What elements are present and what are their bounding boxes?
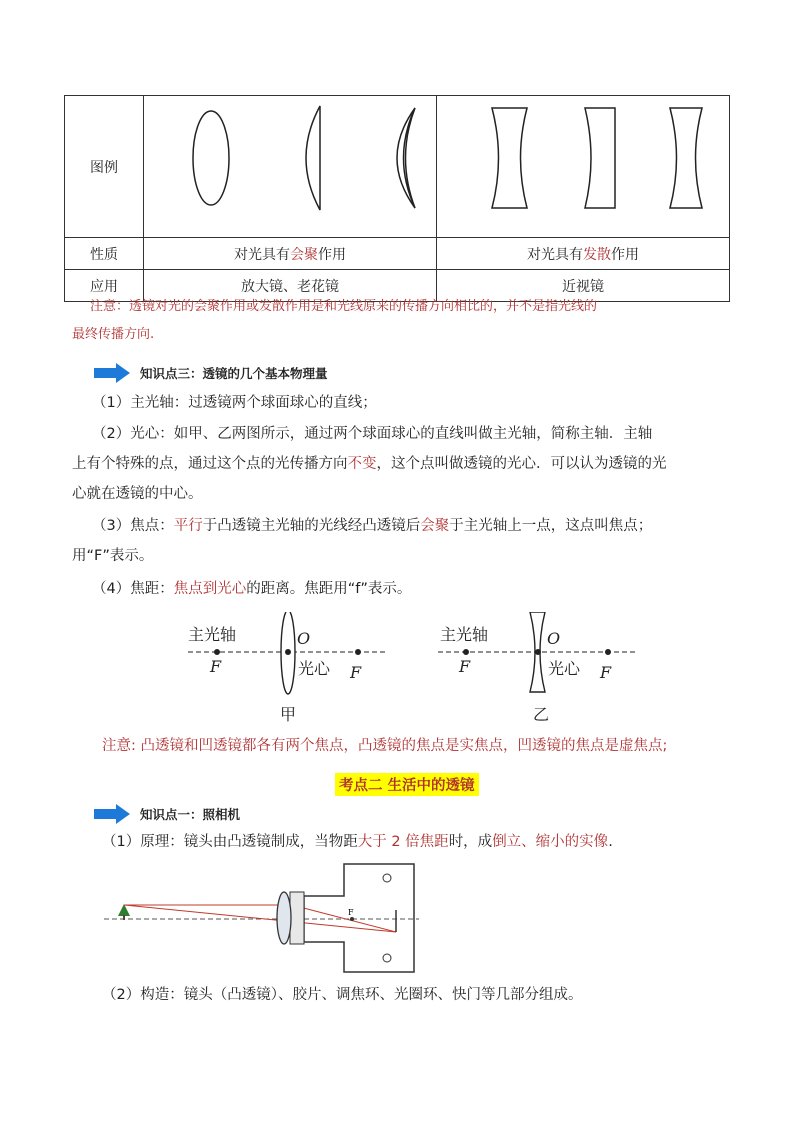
svg-text:F: F: [350, 663, 362, 682]
row-label-property: 性质: [65, 238, 144, 270]
svg-text:主光轴: 主光轴: [440, 625, 489, 644]
svg-text:O: O: [297, 629, 311, 648]
svg-text:F: F: [600, 663, 612, 682]
item-focus-line2: 用“F”表示。: [72, 548, 154, 564]
lens-diagrams: [180, 612, 650, 727]
focus-dot: [355, 649, 361, 655]
camera-body: [304, 864, 414, 972]
biconcave-lens-icon: [492, 108, 527, 208]
svg-text:光心: 光心: [548, 659, 581, 678]
note-line-1: 注意：透镜对光的会聚作用或发散作用是和光线原来的传播方向相比的，并不是指光线的: [90, 299, 598, 314]
focus-dot: [214, 649, 220, 655]
item-center-line3: 心就在透镜的中心。: [72, 486, 203, 502]
convex-application: 放大镜、老花镜: [144, 270, 437, 302]
concave-lenses-cell: [437, 96, 730, 238]
note-focus-types: 注意: 凸透镜和凹透镜都各有两个焦点，凸透镜的焦点是实焦点，凹透镜的焦点是虚焦点;: [102, 738, 668, 754]
camera-diagram: [104, 862, 424, 977]
item-focal-length: （4）焦距：焦点到光心的距离。焦距用“f”表示。: [92, 581, 412, 597]
svg-text:F: F: [210, 657, 222, 676]
concave-application: 近视镜: [437, 270, 730, 302]
lens-table: [64, 95, 730, 302]
svg-text:光心: 光心: [298, 659, 331, 678]
svg-text:F: F: [459, 657, 471, 676]
focus-dot: [463, 649, 469, 655]
camera-principle: （1）原理：镜头由凸透镜制成，当物距大于 2 倍焦距时，成倒立、缩小的实像.: [102, 834, 613, 850]
focus-dot: [605, 649, 611, 655]
kp3-header: [92, 361, 328, 385]
optical-center-dot: [535, 649, 541, 655]
item-focus-line1: （3）焦点：平行于凸透镜主光轴的光线经凸透镜后会聚于主光轴上一点，这点叫焦点；: [92, 518, 653, 534]
svg-text:乙: 乙: [533, 705, 550, 724]
row-label-application: 应用: [65, 270, 144, 302]
convex-lens-shapes: [144, 96, 436, 233]
arrow-icon: [92, 362, 132, 384]
convex-property: 对光具有会聚作用: [144, 238, 437, 270]
row-label-legend: 图例: [65, 96, 144, 238]
svg-text:主光轴: 主光轴: [188, 625, 237, 644]
section-heading: 考点二 生活中的透镜: [335, 773, 479, 796]
camera-structure: （2）构造：镜头（凸透镜）、胶片、调焦环、光圈环、快门等几部分组成。: [102, 987, 583, 1003]
camera-lens-icon: [277, 892, 291, 944]
item-axis: （1）主光轴：过透镜两个球面球心的直线；: [92, 395, 377, 411]
note-line-2: 最终传播方向.: [72, 327, 155, 342]
item-center-line2: 上有个特殊的点，通过这个点的光传播方向不变，这个点叫做透镜的光心．可以认为透镜的光: [72, 456, 667, 472]
concave-property: 对光具有发散作用: [437, 238, 730, 270]
kp1-header: [92, 802, 240, 826]
svg-text:F: F: [348, 908, 354, 917]
plano-concave-lens-icon: [585, 108, 615, 208]
concave-lens-shapes: [437, 96, 729, 233]
convex-lenses-cell: [144, 96, 437, 238]
kp3-title: 知识点三：透镜的几个基本物理量: [140, 366, 328, 381]
biconvex-lens-icon: [193, 111, 229, 205]
meniscus-concave-lens-icon: [670, 108, 702, 208]
arrow-icon: [92, 803, 132, 825]
svg-text:甲: 甲: [280, 705, 297, 724]
kp1-title: 知识点一：照相机: [140, 807, 241, 822]
item-center-line1: （2）光心：如甲、乙两图所示，通过两个球面球心的直线叫做主光轴，简称主轴．主轴: [92, 426, 653, 442]
svg-text:O: O: [547, 629, 561, 648]
optical-center-dot: [285, 649, 291, 655]
plano-convex-lens-icon: [306, 106, 320, 210]
